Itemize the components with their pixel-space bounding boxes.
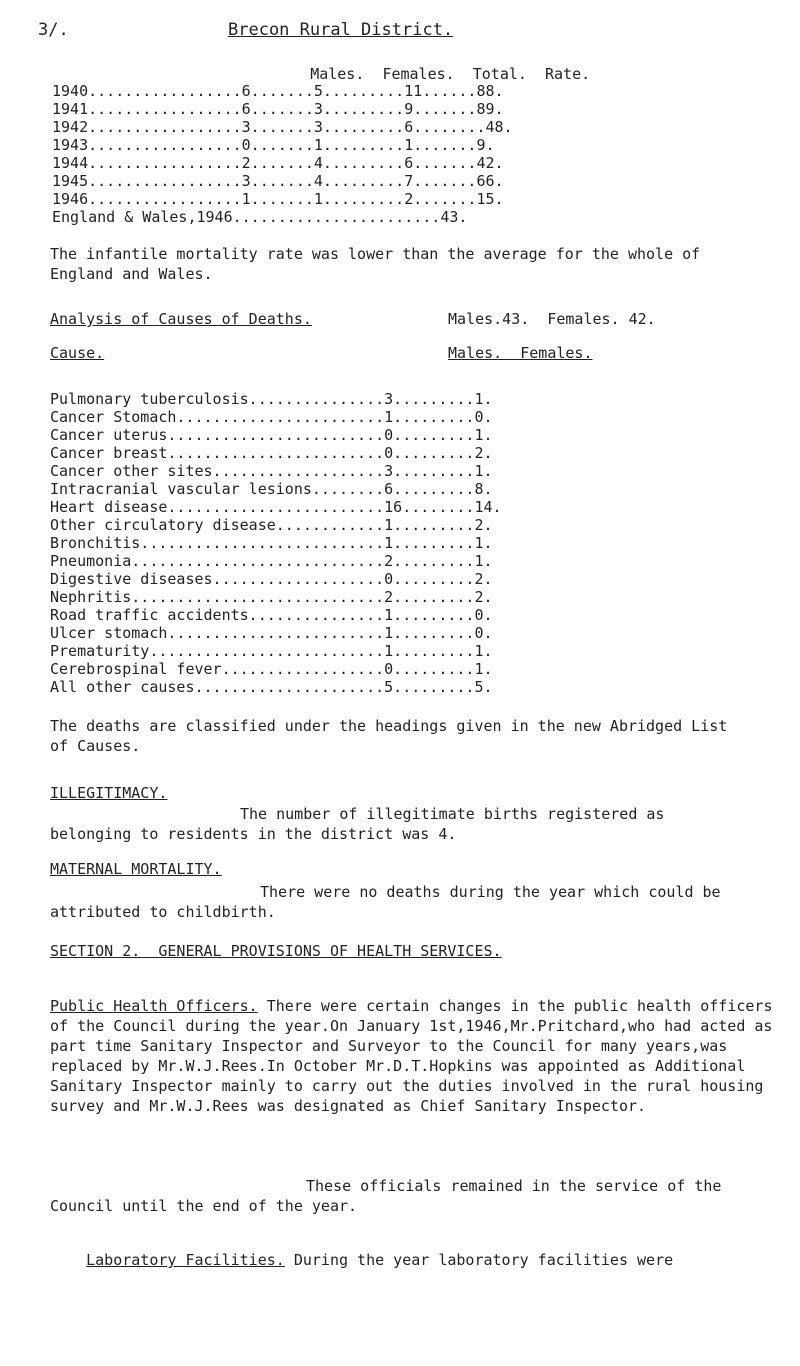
table-row: 1942.................3.......3.........6........48.: [52, 118, 513, 136]
public-health-text: There were certain changes in the public health officers of the Council during the year.On January 1st,1946,Mr.Pritchard,who had acted as part time Sanitary Inspector and Surveyor to the Council for many years,was replaced by Mr.W.J.Rees.In October Mr.D.T.Hopkins was appointed as Additional Sanitary Inspector mainly to carry out the duties involved in the rural housing survey and Mr.W.J.Rees was designated as Chief Sanitary Inspector.: [50, 997, 773, 1115]
col-rate: Rate.: [545, 65, 591, 83]
list-item: Intracranial vascular lesions........6.........8.: [50, 480, 493, 498]
table-row: 1944.................2.......4.........6.......42.: [52, 154, 504, 172]
laboratory-text: During the year laboratory facilities were: [293, 1251, 674, 1269]
list-item: All other causes.....................5.........5.: [50, 678, 493, 696]
page-title: Brecon Rural District.: [228, 20, 454, 40]
list-item: Prematurity..........................1.........1.: [50, 642, 493, 660]
section-heading: SECTION 2. GENERAL PROVISIONS OF HEALTH SERVICES.: [50, 942, 502, 960]
illegitimacy-text: The number of illegitimate births registered as belonging to residents in the district was 4.: [50, 805, 665, 843]
table-row: 1943.................0.......1.........1.......9.: [52, 136, 495, 154]
list-item: Cancer other sites...................3.........1.: [50, 462, 493, 480]
public-health-heading: Public Health Officers.: [50, 997, 258, 1015]
analysis-totals: Males.43. Females. 42.: [448, 310, 656, 328]
table-row: 1945.................3.......4.........7.......66.: [52, 172, 504, 190]
col-total: Total.: [472, 65, 527, 83]
list-item: Pulmonary tuberculosis...............3.........1.: [50, 390, 493, 408]
laboratory-paragraph: [50, 1238, 673, 1283]
list-item: Cerebrospinal fever..................0.........1.: [50, 660, 493, 678]
page-number: 3/.: [38, 20, 69, 40]
maternal-heading: MATERNAL MORTALITY.: [50, 860, 222, 878]
public-health-text-2: These officials remained in the service of the Council until the end of the year.: [50, 1177, 722, 1215]
col-males: Males.: [310, 65, 365, 83]
list-item: Digestive diseases...................0.........2.: [50, 570, 493, 588]
list-item: Pneumonia............................2.........1.: [50, 552, 493, 570]
table-row: 1941.................6.......3.........9.......89.: [52, 100, 504, 118]
list-item: Cancer breast........................0.........2.: [50, 444, 493, 462]
public-health-paragraph: [50, 996, 780, 1116]
table-row: 1946.................1.......1.........2.......15.: [52, 190, 504, 208]
list-item: Other circulatory disease............1.........2.: [50, 516, 493, 534]
table-row: England & Wales,1946.......................43.: [52, 208, 468, 226]
table-row: 1940.................6.......5.........11......88.: [52, 82, 504, 100]
list-item: Ulcer stomach........................1.........0.: [50, 624, 493, 642]
list-item: Cancer uterus........................0.........1.: [50, 426, 493, 444]
infantile-note: The infantile mortality rate was lower than the average for the whole of England and Wales.: [50, 245, 701, 283]
list-item: Road traffic accidents...............1.........0.: [50, 606, 493, 624]
list-item: Heart disease........................16........14.: [50, 498, 502, 516]
analysis-column-header: Males. Females.: [448, 344, 593, 362]
laboratory-heading: Laboratory Facilities.: [86, 1251, 285, 1269]
list-item: Nephritis............................2.........2.: [50, 588, 493, 606]
cause-label: Cause.: [50, 344, 105, 362]
analysis-heading: Analysis of Causes of Deaths.: [50, 310, 312, 328]
analysis-note: The deaths are classified under the headings given in the new Abridged List of Causes.: [50, 717, 728, 755]
col-females: Females.: [382, 65, 455, 83]
list-item: Bronchitis...........................1.........1.: [50, 534, 493, 552]
maternal-text: There were no deaths during the year which could be attributed to childbirth.: [50, 883, 721, 921]
list-item: Cancer Stomach.......................1.........0.: [50, 408, 493, 426]
illegitimacy-heading: ILLEGITIMACY.: [50, 784, 168, 802]
